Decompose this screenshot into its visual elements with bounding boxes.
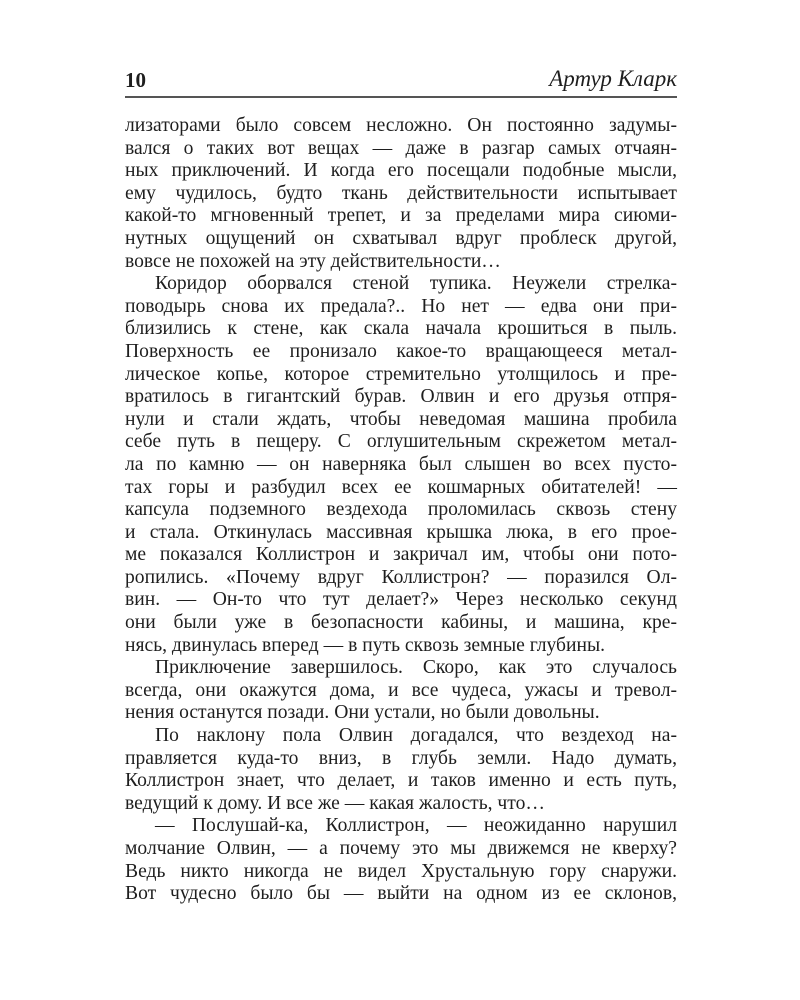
text-line: ных приключений. И когда его посещали подобные мысли, bbox=[125, 160, 677, 182]
text-line: поводырь снова их предала?.. Но нет — едва они при- bbox=[125, 295, 677, 317]
text-line: вратилось в гигантский бурав. Олвин и его друзья отпря- bbox=[125, 386, 677, 408]
running-header-author: Артур Кларк bbox=[549, 66, 677, 91]
text-line: вался о таких вот вещах — даже в разгар самых отчаян- bbox=[125, 137, 677, 159]
paragraph bbox=[125, 115, 677, 273]
text-line: Поверхность ее пронизало какое-то вращающееся метал- bbox=[125, 340, 677, 362]
text-line: тах горы и разбудил всех ее кошмарных обитателей! — bbox=[125, 476, 677, 498]
text-line: — Послушай-ка, Коллистрон, — неожиданно нарушил bbox=[155, 815, 677, 837]
text-line: ему чудилось, будто ткань действительности испытывает bbox=[125, 182, 677, 204]
text-line: ла по камню — он наверняка был слышен во всех пусто- bbox=[125, 453, 677, 475]
paragraph bbox=[125, 657, 677, 725]
text-line: и стала. Откинулась массивная крышка люка, в его прое- bbox=[125, 521, 677, 543]
text-line: Приключение завершилось. Скоро, как это случалось bbox=[155, 657, 677, 679]
text-line: молчание Олвин, — а почему это мы движемся не кверху? bbox=[125, 838, 677, 859]
text-line: вовсе не похожей на эту действительности… bbox=[125, 250, 501, 272]
page-number: 10 bbox=[125, 68, 146, 92]
text-line: нясь, двинулась вперед — в путь сквозь земные глубины. bbox=[125, 634, 606, 656]
text-line: лизаторами было совсем несложно. Он постоянно задумы- bbox=[125, 115, 677, 136]
text-line: капсула подземного вездехода проломилась сквозь стену bbox=[125, 499, 677, 521]
text-line: нули и стали ждать, чтобы неведомая машина пробила bbox=[125, 408, 677, 430]
text-line: По наклону пола Олвин догадался, что вездеход на- bbox=[155, 725, 677, 747]
text-line: себе путь в пещеру. С оглушительным скрежетом метал- bbox=[125, 431, 677, 453]
paragraph bbox=[125, 273, 677, 657]
text-line: ведущий к дому. И все же — какая жалость, что… bbox=[125, 792, 545, 814]
running-header bbox=[125, 66, 677, 96]
text-line: правляется куда-то вниз, в глубь земли. Надо думать, bbox=[125, 747, 677, 769]
text-line: нения останутся позади. Они устали, но были довольны. bbox=[125, 702, 600, 724]
text-line: вин. — Он-то что тут делает?» Через несколько секунд bbox=[125, 589, 677, 611]
text-line: какой-то мгновенный трепет, и за пределами мира сиюми- bbox=[125, 205, 677, 227]
text-line: Вот чудесно было бы — выйти на одном из ее склонов, bbox=[125, 883, 677, 905]
text-line: близились к стене, как скала начала крошиться в пыль. bbox=[125, 318, 677, 340]
text-line: Коридор оборвался стеной тупика. Неужели стрелка- bbox=[155, 273, 677, 295]
text-line: лическое копье, которое стремительно утолщилось и пре- bbox=[125, 363, 677, 385]
header-rule bbox=[125, 96, 677, 98]
body-text bbox=[125, 115, 677, 906]
text-line: нутных ощущений он схватывал вдруг проблеск другой, bbox=[125, 227, 677, 249]
text-line: они были уже в безопасности кабины, и машина, кре- bbox=[125, 612, 677, 634]
text-line: ропились. «Почему вдруг Коллистрон? — поразился Ол- bbox=[125, 566, 677, 588]
paragraph bbox=[125, 725, 677, 815]
text-line: Ведь никто никогда не видел Хрустальную гору снаружи. bbox=[125, 860, 677, 882]
text-line: всегда, они окажутся дома, и все чудеса, ужасы и тревол- bbox=[125, 679, 677, 701]
text-line: Коллистрон знает, что делает, и таков именно и есть путь, bbox=[125, 770, 677, 792]
paragraph bbox=[125, 815, 677, 905]
text-line: ме показался Коллистрон и закричал им, чтобы они пото- bbox=[125, 544, 677, 566]
